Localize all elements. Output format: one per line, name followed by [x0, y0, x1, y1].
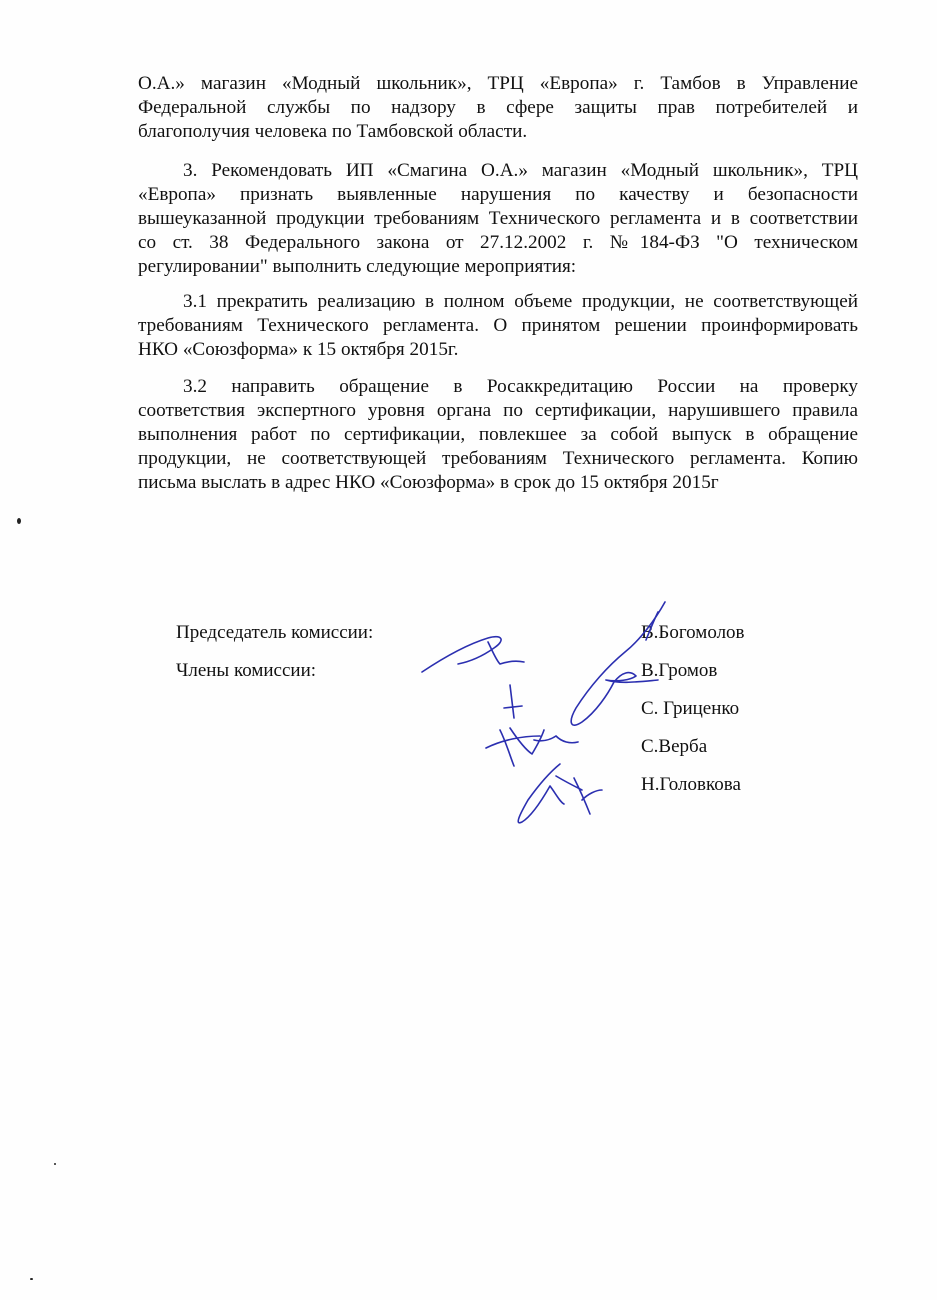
chairman-title: Председатель комиссии:: [176, 622, 374, 643]
member-name: В.Громов: [641, 660, 718, 681]
paragraph-3: [138, 290, 858, 362]
paragraph-line: регулировании" выполнить следующие мероприятия:: [138, 256, 577, 277]
paragraph-line: «Европа» признать выявленные нарушения по качеству и безопасности: [138, 184, 858, 205]
paragraph-line: соответствия экспертного уровня органа по сертификации, нарушившего правила: [138, 400, 858, 421]
scan-speck: [17, 518, 21, 524]
paragraph-2: [138, 159, 858, 279]
signature-member-2: [486, 685, 578, 766]
paragraph-line: вышеуказанной продукции требованиям Технического регламента и в соответствии: [138, 208, 858, 229]
paragraph-4: [138, 375, 858, 495]
paragraph-line: НКО «Союзформа» к 15 октября 2015г.: [138, 339, 459, 360]
signature-member-1-tail: [646, 612, 658, 640]
paragraph-line: требованиям Технического регламента. О принятом решении проинформировать: [138, 315, 858, 336]
paragraph-1: [138, 72, 858, 144]
handwritten-signatures: [410, 590, 670, 840]
scan-speck: [30, 1278, 33, 1280]
paragraph-line: О.А.» магазин «Модный школьник», ТРЦ «Европа» г. Тамбов в Управление: [138, 73, 858, 94]
member-name: Н.Головкова: [641, 774, 741, 795]
paragraph-line: 3. Рекомендовать ИП «Смагина О.А.» магазин «Модный школьник», ТРЦ: [183, 160, 858, 181]
member-name: В.Богомолов: [641, 622, 745, 643]
member-name: С.Верба: [641, 736, 708, 757]
paragraph-line: 3.2 направить обращение в Росаккредитацию России на проверку: [183, 376, 858, 397]
paragraph-line: благополучия человека по Тамбовской области.: [138, 121, 528, 142]
paragraph-line: выполнения работ по сертификации, повлекшее за собой выпуск в обращение: [138, 424, 858, 445]
paragraph-line: Федеральной службы по надзору в сфере защиты прав потребителей и: [138, 97, 858, 118]
paragraph-line: 3.1 прекратить реализацию в полном объеме продукции, не соответствующей: [183, 291, 858, 312]
paragraph-line: письма выслать в адрес НКО «Союзформа» в срок до 15 октября 2015г: [138, 472, 719, 493]
signature-member-3: [518, 764, 602, 823]
signature-chairman: [422, 637, 524, 672]
signature-member-1: [571, 602, 665, 725]
member-name: С. Гриценко: [641, 698, 740, 719]
scan-speck: [54, 1163, 56, 1165]
paragraph-line: со ст. 38 Федерального закона от 27.12.2002 г. №184-ФЗ "О техническом: [138, 232, 858, 253]
paragraph-line: продукции, не соответствующей требованиям Технического регламента. Копию: [138, 448, 858, 469]
members-title: Члены комиссии:: [176, 660, 317, 681]
